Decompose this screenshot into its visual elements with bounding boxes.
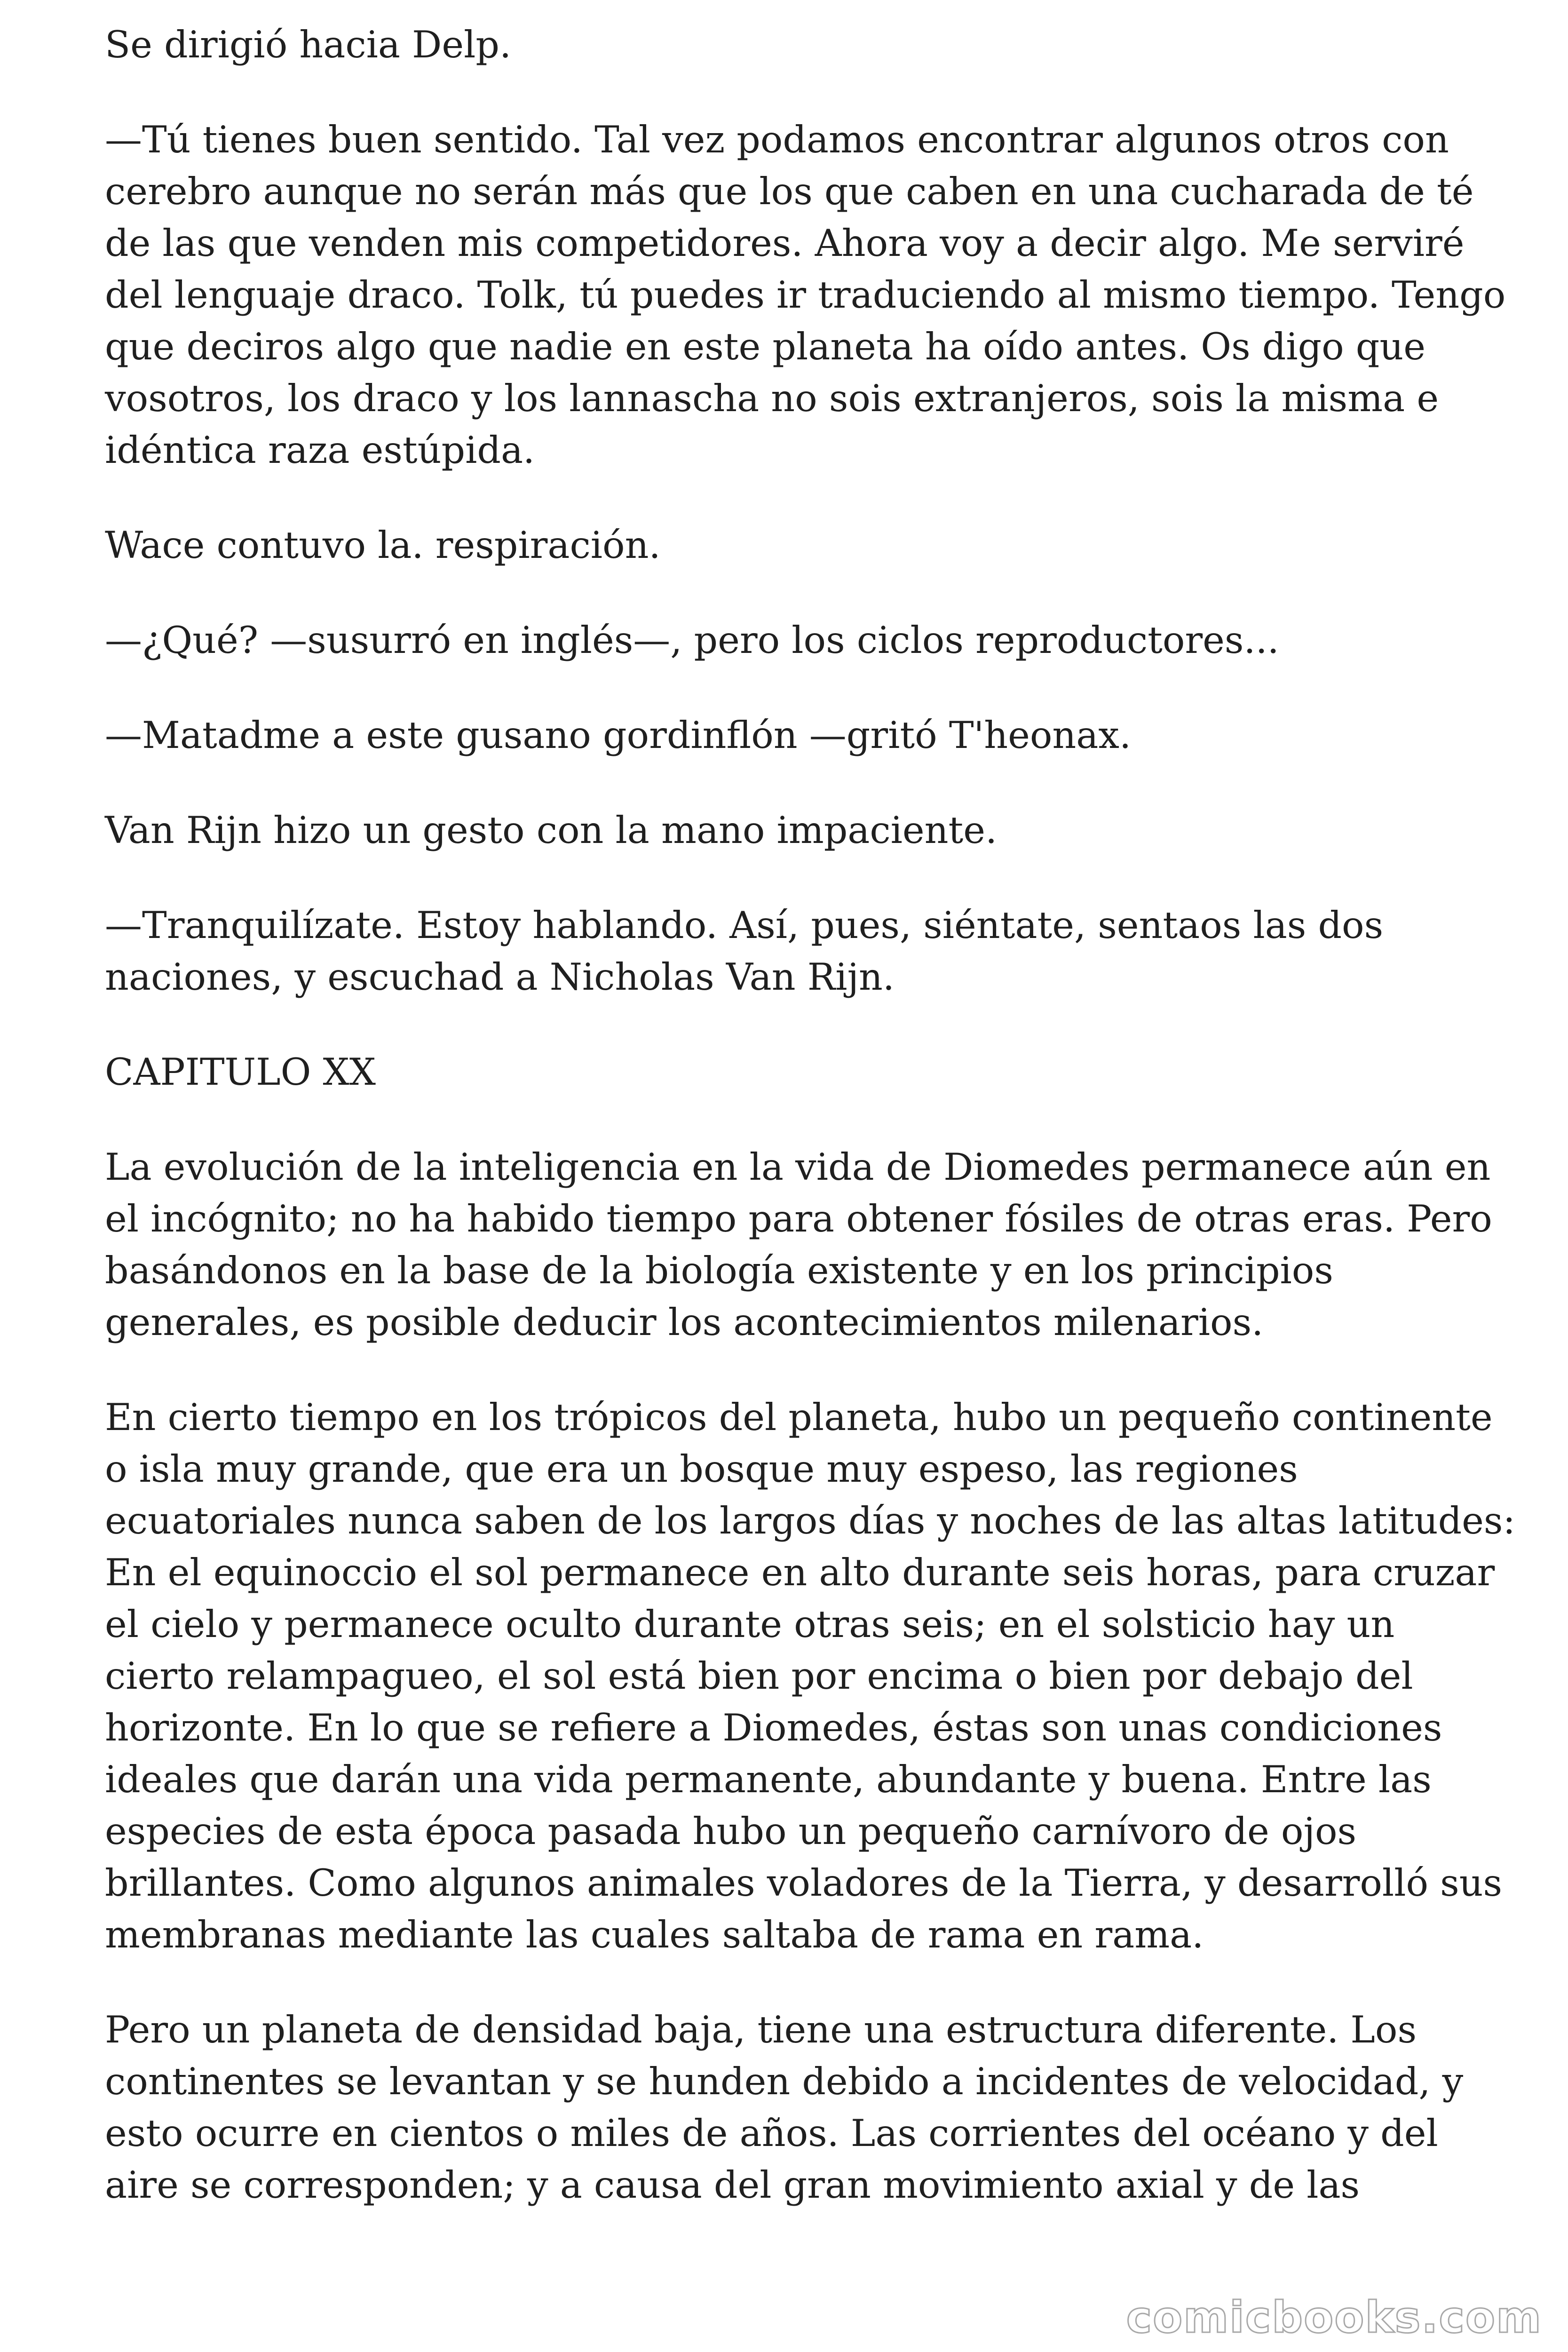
paragraph: Pero un planeta de densidad baja, tiene una estructura diferente. Los continentes se levantan y se hunden debido a incidentes de velocidad, y esto ocurre en cientos o miles de años. Las corrientes del océano y del aire se corresponden; y a causa del gran movimiento axial y de las: [105, 2008, 1464, 2207]
paragraph: Van Rijn hizo un gesto con la mano impaciente.: [105, 809, 998, 852]
paragraph: Wace contuvo la. respiración.: [105, 524, 661, 567]
paragraph: En cierto tiempo en los trópicos del planeta, hubo un pequeño continente o isla muy grande, que era un bosque muy espeso, las regiones ecuatoriales nunca saben de los largos días y noches de las altas latitudes: En el equinoccio el sol permanece en alto durante seis horas, para cruzar el cielo y permanece oculto durante otras seis; en el solsticio hay un cierto relampagueo, el sol está bien por encima o bien por debajo del horizonte. En lo que se refiere a Diomedes, éstas son unas condiciones ideales que darán una vida permanente, abundante y buena. Entre las especies de esta época pasada hubo un pequeño carnívoro de ojos brillantes. Como algunos animales voladores de la Tierra, y desarrolló sus membranas mediante las cuales saltaba de rama en rama.: [105, 1396, 1516, 1956]
chapter-heading: CAPITULO XX: [105, 1050, 376, 1094]
paragraph: —Matadme a este gusano gordinflón —gritó T'heonax.: [105, 714, 1132, 757]
paragraph: La evolución de la inteligencia en la vida de Diomedes permanece aún en el incógnito; no ha habido tiempo para obtener fósiles de otras eras. Pero basándonos en la base de la biología existente y en los principios generales, es posible deducir los acontecimientos milenarios.: [105, 1145, 1492, 1344]
watermark-logo: comicbooks.com: [1126, 2292, 1542, 2343]
paragraph: —¿Qué? —susurró en inglés—, pero los ciclos reproductores...: [105, 619, 1279, 662]
paragraph: —Tú tienes buen sentido. Tal vez podamos encontrar algunos otros con cerebro aunque no serán más que los que caben en una cucharada de té de las que venden mis competidores. Ahora voy a decir algo. Me serviré del lenguaje draco. Tolk, tú puedes ir traduciendo al mismo tiempo. Tengo que deciros algo que nadie en este planeta ha oído antes. Os digo que vosotros, los draco y los lannascha no sois extranjeros, sois la misma e idéntica raza estúpida.: [105, 118, 1506, 472]
document-page: [105, 19, 1516, 2254]
paragraph: Se dirigió hacia Delp.: [105, 23, 512, 66]
paragraph: —Tranquilízate. Estoy hablando. Así, pues, siéntate, sentaos las dos naciones, y escuchad a Nicholas Van Rijn.: [105, 904, 1384, 999]
